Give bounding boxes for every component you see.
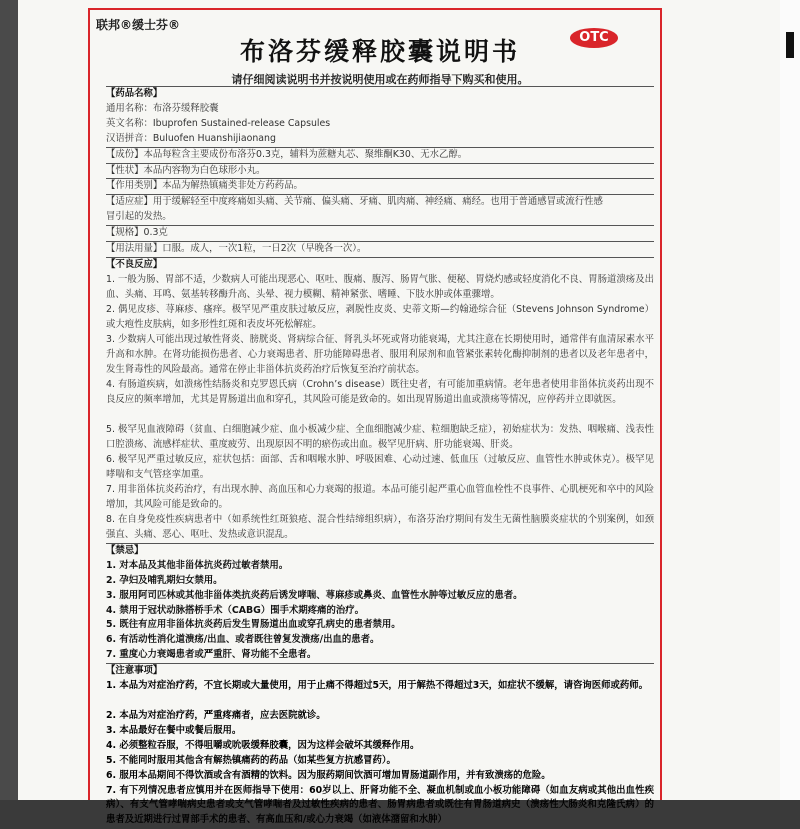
contraindication-item: 7. 重度心力衰竭患者或严重肝、肾功能不全患者。: [106, 649, 317, 661]
subtitle-notice: 请仔细阅读说明书并按说明使用或在药师指导下购买和使用。: [231, 73, 529, 86]
contraindication-item: 4. 禁用于冠状动脉搭桥手术（CABG）围手术期疼痛的治疗。: [106, 604, 364, 616]
adverse-item: 4. 有肠道疾病，如溃疡性结肠炎和克罗恩氏病（Crohn’s disease）既往史者，有可能加重病情。老年患者使用非甾体抗炎药出现不良反应的频率增加，尤其是胃肠道出血和穿孔，其风险可能是致命的。如出现胃肠道出血或溃疡等情况，应停药并立即就医。: [106, 378, 654, 405]
precaution-item: 3. 本品最好在餐中或餐后服用。: [106, 724, 242, 736]
drug-name-header: 【药品名称】: [106, 86, 654, 102]
leaflet-content: [106, 86, 654, 829]
contraindication-item: 2. 孕妇及哺乳期妇女禁用。: [106, 574, 223, 586]
pinyin-name: 汉语拼音：Buluofen Huanshijiaonang: [106, 132, 276, 144]
precautions-header: 【注意事项】: [106, 663, 654, 679]
adverse-item: 1. 一般为肠、胃部不适，少数病人可能出现恶心、呕吐、腹痛、腹泻、肠胃气胀、便秘、胃烧灼感或轻度消化不良、胃肠道溃疡及出血、头痛、耳鸣、氨基转移酶升高、头晕、视力模糊、精神紧张、嗜睡、下肢水肿或体重骤增。: [106, 273, 654, 300]
indications-line-1: 【适应症】用于缓解轻至中度疼痛如头痛、关节痛、偏头痛、牙痛、肌肉痛、神经痛、痛经。也用于普通感冒或流行性感: [106, 194, 654, 210]
document-title: 布洛芬缓释胶囊说明书: [239, 37, 520, 66]
category-section: 【作用类别】本品为解热镇痛类非处方药药品。: [106, 178, 654, 194]
adverse-item: 7. 用非甾体抗炎药治疗，有出现水肿、高血压和心力衰竭的报道。本品可能引起严重心血管血栓性不良事件、心肌梗死和卒中的风险增加，其风险可能是致命的。: [106, 483, 654, 510]
usage-section: 【用法用量】口服。成人，一次1粒，一日2次（早晚各一次）。: [106, 241, 654, 257]
precaution-item: 1. 本品为对症治疗药，不宜长期或大量使用，用于止痛不得超过5天，用于解热不得超过3天，如症状不缓解，请咨询医师或药师。: [106, 680, 649, 692]
contraindication-item: 1. 对本品及其他非甾体抗炎药过敏者禁用。: [106, 559, 289, 571]
english-name: 英文名称：Ibuprofen Sustained-release Capsules: [106, 117, 331, 129]
contraindication-item: 5. 既往有应用非甾体抗炎药后发生胃肠道出血或穿孔病史的患者禁用。: [106, 619, 401, 631]
precaution-item: 4. 必须整粒吞服，不得咀嚼或吮吸缓释胶囊，因为这样会破坏其缓释作用。: [106, 739, 420, 751]
adverse-item: 5. 极罕见血液障碍（贫血、白细胞减少症、血小板减少症、全血细胞减少症、粒细胞缺乏症），初始症状为：发热、咽喉痛、浅表性口腔溃疡、流感样症状、重度疲劳、出现原因不明的瘀伤或出血。极罕见肝病、肝功能衰竭、肝炎。: [106, 423, 654, 450]
contraindications-header: 【禁忌】: [106, 543, 654, 559]
adverse-item: 2. 偶见皮疹、荨麻疹、瘙痒。极罕见严重皮肤过敏反应，剥脱性皮炎、史蒂文斯—约翰逊综合征（Stevens Johnson Syndrome）或大疱性皮肤病，如多形性红斑和表皮坏死松解症。: [106, 303, 654, 330]
otc-badge: OTC: [570, 28, 618, 48]
right-edge-mark: [786, 32, 794, 58]
contraindication-item: 3. 服用阿司匹林或其他非甾体类抗炎药后诱发哮喘、荨麻疹或鼻炎、血管性水肿等过敏反应的患者。: [106, 589, 523, 601]
adverse-item: 6. 极罕见严重过敏反应，症状包括：面部、舌和咽喉水肿、呼吸困难、心动过速、低血压（过敏反应、血管性水肿或休克）。极罕见哮喘和支气管痉挛加重。: [106, 453, 654, 480]
precaution-item: 2. 本品为对症治疗药，严重疼痛者，应去医院就诊。: [106, 710, 326, 722]
spec-section: 【规格】0.3克: [106, 225, 654, 241]
brand-logo: 联邦®缓士芬®: [96, 18, 181, 32]
precaution-item: 7. 有下列情况患者应慎用并在医师指导下使用：60岁以上、肝肾功能不全、凝血机制或血小板功能障碍（如血友病或其他出血性疾病）、有支气管哮喘病史患者或支气管哮喘者及过敏性疾病的患者、肠胃病患者或既往有胃肠道病史（溃疡性大肠炎和克隆氏病）的患者及近期进行过胃部手术的患者、有高血压和/或心力衰竭（如液体潴留和水肿）: [106, 784, 654, 826]
adverse-item: 8. 在自身免疫性疾病患者中（如系统性红斑狼疮、混合性结缔组织病），布洛芬治疗期间有发生无菌性脑膜炎症状的个别案例，如颈强直、头痛、恶心、呕吐、发热或意识混乱。: [106, 513, 654, 540]
right-background: [780, 0, 800, 800]
contraindication-item: 6. 有活动性消化道溃疡/出血、或者既往曾复发溃疡/出血的患者。: [106, 634, 380, 646]
adverse-reactions-header: 【不良反应】: [106, 257, 654, 273]
indications-line-2: 冒引起的发热。: [106, 211, 172, 223]
adverse-item: 3. 少数病人可能出现过敏性肾炎、膀胱炎、肾病综合征、肾乳头坏死或肾功能衰竭，尤其注意在长期使用时，通常伴有血清尿素水平升高和水肿。在肾功能损伤患者、心力衰竭患者、肝功能障碍患者、服用利尿剂和血管紧张素转化酶抑制剂的患者以及老年患者中，发生肾毒性的风险最高。通常在停止非甾体抗炎药治疗后恢复至治疗前状态。: [106, 333, 654, 375]
precaution-item: 5. 不能同时服用其他含有解热镇痛药的药品（如某些复方抗感冒药）。: [106, 754, 396, 766]
composition-section: 【成份】本品每粒含主要成份布洛芬0.3克，辅料为蔗糖丸芯、聚维酮K30、无水乙醇。: [106, 147, 654, 163]
precaution-item: 6. 服用本品期间不得饮酒或含有酒精的饮料。因为服药期间饮酒可增加胃肠道副作用，并有致溃疡的危险。: [106, 769, 551, 781]
left-background: [0, 0, 18, 800]
generic-name: 通用名称：布洛芬缓释胶囊: [106, 102, 219, 114]
properties-section: 【性状】本品内容物为白色球形小丸。: [106, 163, 654, 179]
